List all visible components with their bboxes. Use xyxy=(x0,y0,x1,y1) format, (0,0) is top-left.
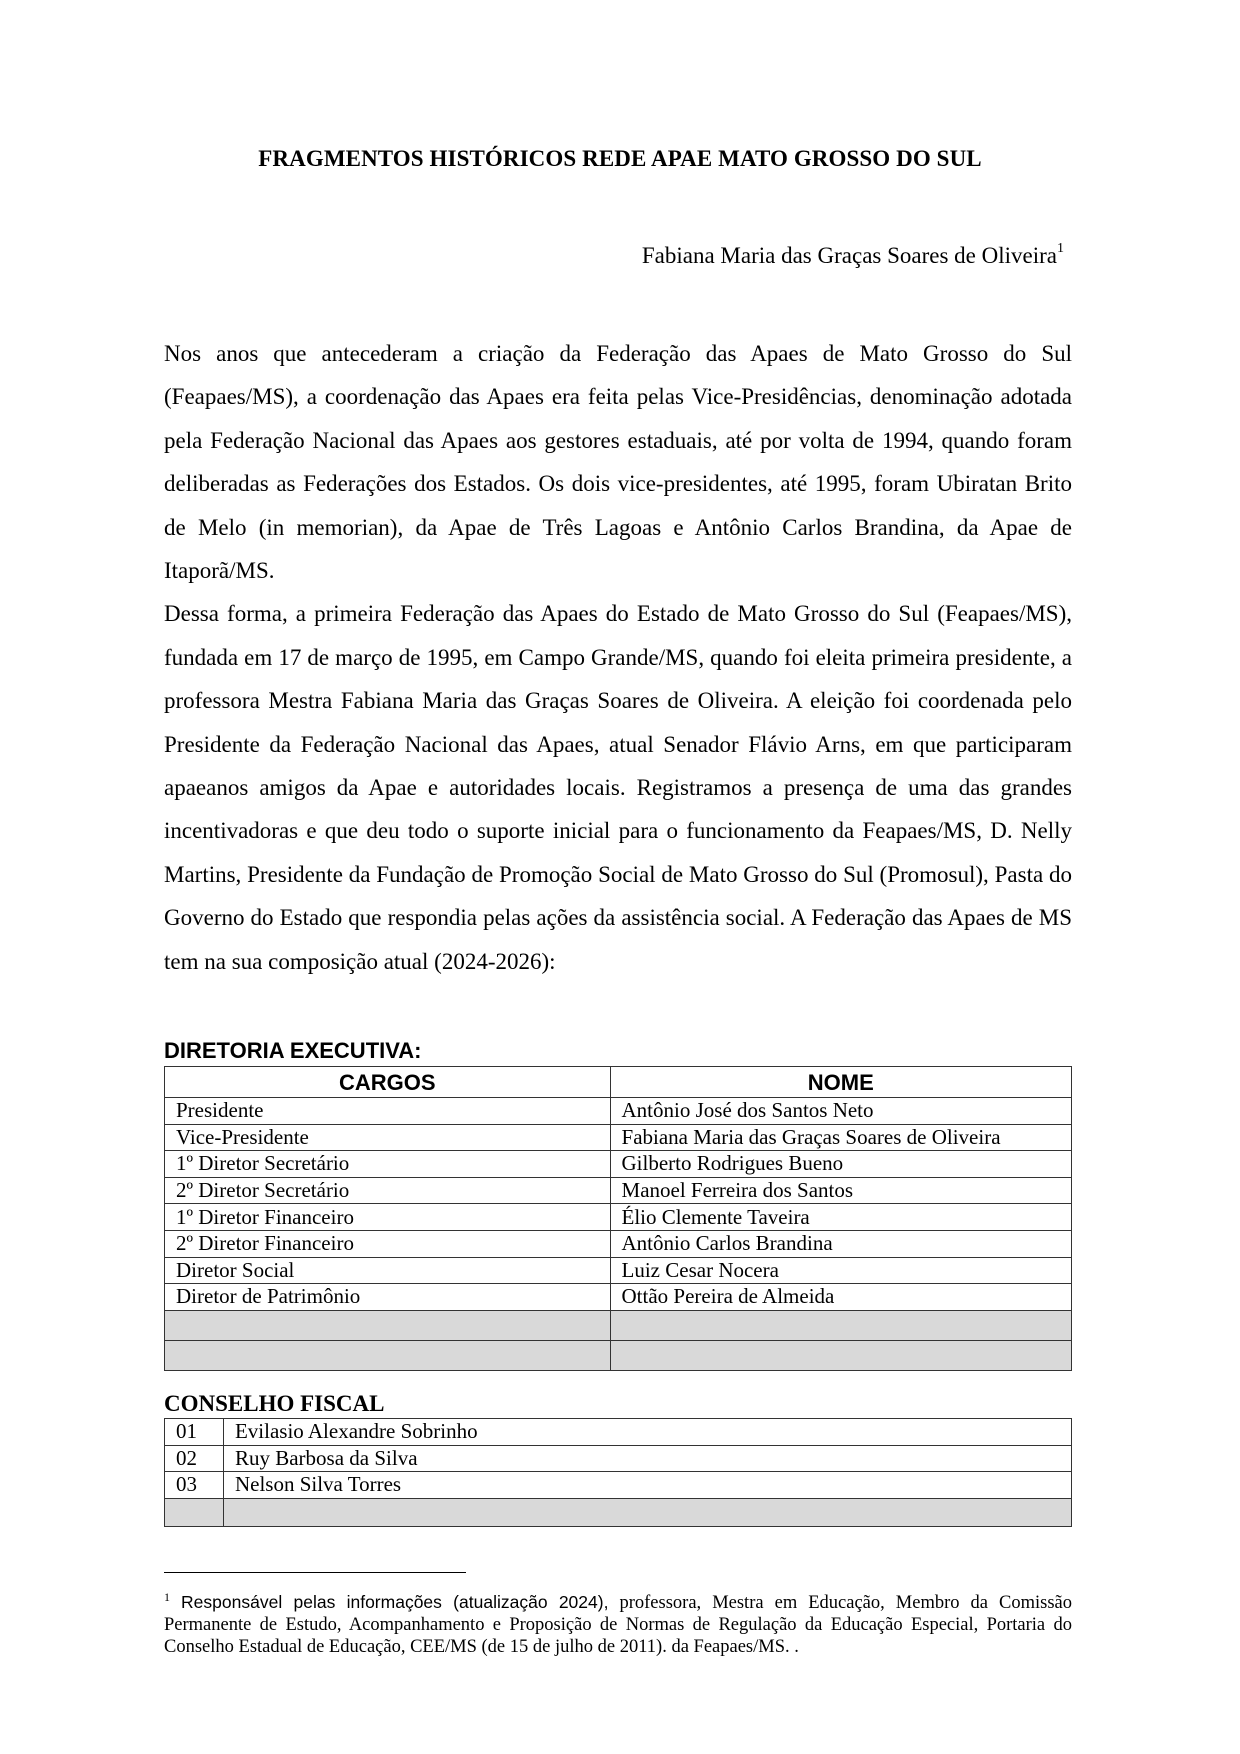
nome-cell: Ruy Barbosa da Silva xyxy=(223,1445,1071,1472)
table-row xyxy=(165,1445,1072,1472)
cargo-cell: Vice-Presidente xyxy=(165,1124,611,1151)
table-row xyxy=(165,1204,1072,1231)
num-cell: 02 xyxy=(165,1445,224,1472)
cargo-cell: 1º Diretor Secretário xyxy=(165,1151,611,1178)
table-row xyxy=(165,1151,1072,1178)
header-cargos: CARGOS xyxy=(165,1067,611,1098)
empty-cell xyxy=(610,1310,1071,1340)
empty-table-row xyxy=(165,1498,1072,1526)
cargo-cell: 2º Diretor Secretário xyxy=(165,1177,611,1204)
table-row xyxy=(165,1472,1072,1499)
paragraph-1: Nos anos que antecederam a criação da Federação das Apaes de Mato Grosso do Sul (Feapaes/MS), a coordenação das Apaes era feita pelas Vice-Presidências, denominação adotada pela Federação Nacional das Apaes aos gestores estaduais, até por volta de 1994, quando foram deliberadas as Federações dos Estados. Os dois vice-presidentes, até 1995, foram Ubiratan Brito de Melo (in memorian), da Apae de Três Lagoas e Antônio Carlos Brandina, da Apae de Itaporã/MS. xyxy=(164,341,1072,584)
empty-cell xyxy=(165,1310,611,1340)
nome-cell: Ottão Pereira de Almeida xyxy=(610,1284,1071,1311)
empty-table-row xyxy=(165,1310,1072,1340)
author-name: Fabiana Maria das Graças Soares de Oliveira xyxy=(641,243,1057,268)
empty-table-row xyxy=(165,1340,1072,1370)
empty-cell xyxy=(165,1340,611,1370)
nome-cell: Evilasio Alexandre Sobrinho xyxy=(223,1419,1071,1446)
footnote-text: professora, Mestra em Educação, Membro da Comissão Permanente de Estudo, Acompanhamento e Proposição de Normas de Regulação da Educação Especial, Portaria do Conselho Estadual de Educação, CEE/MS (de 15 de julho de 2011). da Feapaes/MS. . xyxy=(164,1593,1073,1658)
author-line xyxy=(642,243,1064,269)
nome-cell: Manoel Ferreira dos Santos xyxy=(610,1177,1071,1204)
table-row xyxy=(165,1098,1072,1125)
conselho-table xyxy=(164,1418,1072,1527)
table-row xyxy=(165,1124,1072,1151)
nome-cell: Élio Clemente Taveira xyxy=(610,1204,1071,1231)
footnote xyxy=(164,1586,1072,1658)
footnote-text-sans: Responsável pelas informações (atualização 2024), xyxy=(181,1592,609,1613)
diretoria-table xyxy=(164,1066,1072,1371)
table-row xyxy=(165,1257,1072,1284)
table-row xyxy=(165,1230,1072,1257)
paragraph-2: Dessa forma, a primeira Federação das Apaes do Estado de Mato Grosso do Sul (Feapaes/MS), fundada em 17 de março de 1995, em Campo Grande/MS, quando foi eleita primeira presidente, a professora Mestra Fabiana Maria das Graças Soares de Oliveira. A eleição foi coordenada pelo Presidente da Federação Nacional das Apaes, atual Senador Flávio Arns, em que participaram apaeanos amigos da Apae e autoridades locais. Registramos a presença de uma das grandes incentivadoras e que deu todo o suporte inicial para o funcionamento da Feapaes/MS, D. Nelly Martins, Presidente da Fundação de Promoção Social de Mato Grosso do Sul (Promosul), Pasta do Governo do Estado que respondia pelas ações da assistência social. A Federação das Apaes de MS tem na sua composição atual (2024-2026): xyxy=(164,601,1072,974)
table-header-row xyxy=(165,1067,1072,1098)
diretoria-heading: DIRETORIA EXECUTIVA: xyxy=(164,1038,422,1063)
nome-cell: Fabiana Maria das Graças Soares de Oliveira xyxy=(610,1124,1071,1151)
cargo-cell: 1º Diretor Financeiro xyxy=(165,1204,611,1231)
num-cell: 01 xyxy=(165,1419,224,1446)
footnote-separator xyxy=(164,1572,466,1573)
cargo-cell: Presidente xyxy=(165,1098,611,1125)
nome-cell: Antônio Carlos Brandina xyxy=(610,1230,1071,1257)
cargo-cell: 2º Diretor Financeiro xyxy=(165,1230,611,1257)
cargo-cell: Diretor de Patrimônio xyxy=(165,1284,611,1311)
nome-cell: Nelson Silva Torres xyxy=(223,1472,1071,1499)
table-row xyxy=(165,1419,1072,1446)
body-text xyxy=(164,332,1072,983)
empty-cell xyxy=(610,1340,1071,1370)
document-title: FRAGMENTOS HISTÓRICOS REDE APAE MATO GROSSO DO SUL xyxy=(258,146,982,171)
author-footnote-mark[interactable]: 1 xyxy=(1057,241,1064,257)
footnote-mark: 1 xyxy=(164,1590,170,1604)
empty-cell xyxy=(223,1498,1071,1526)
cargo-cell: Diretor Social xyxy=(165,1257,611,1284)
num-cell: 03 xyxy=(165,1472,224,1499)
table-row xyxy=(165,1284,1072,1311)
nome-cell: Gilberto Rodrigues Bueno xyxy=(610,1151,1071,1178)
nome-cell: Luiz Cesar Nocera xyxy=(610,1257,1071,1284)
nome-cell: Antônio José dos Santos Neto xyxy=(610,1098,1071,1125)
empty-cell xyxy=(165,1498,224,1526)
table-row xyxy=(165,1177,1072,1204)
conselho-heading: CONSELHO FISCAL xyxy=(164,1391,385,1416)
header-nome: NOME xyxy=(610,1067,1071,1098)
